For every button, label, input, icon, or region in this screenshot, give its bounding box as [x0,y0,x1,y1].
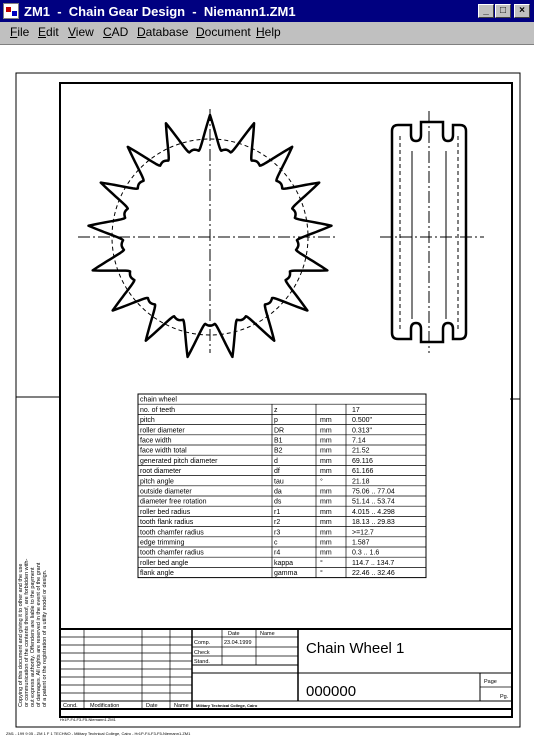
param-name: edge trimming [140,539,185,547]
param-name: no. of teeth [140,406,176,414]
param-value: 17 [352,406,360,414]
param-symbol: c [274,539,278,547]
param-unit: mm [320,508,332,516]
minimize-button[interactable]: _ [478,4,494,18]
menu-bar [0,22,534,42]
param-unit: mm [320,427,332,435]
param-symbol: B1 [274,437,283,445]
sprocket-front-view [78,109,338,357]
param-symbol: da [274,488,282,496]
param-symbol: DR [274,427,285,435]
param-name: tooth chamfer radius [140,529,204,537]
col-name-label: Name [260,631,275,637]
param-symbol: r3 [274,529,281,537]
copyright-notice [18,559,48,707]
menu-cad[interactable]: CAD [103,25,129,39]
copyright-line: Copying of this document and giving it to other and the use [18,563,24,707]
menu-document[interactable]: Document [196,25,251,39]
param-unit: ° [320,559,323,567]
rev-cond-label: Cond. [63,703,78,709]
param-value: 4.015 .. 4.298 [352,508,395,516]
param-symbol: gamma [274,570,298,578]
row-check-label: Check [194,650,210,656]
param-name: flank angle [140,570,174,578]
param-value: 21.18 [352,478,370,486]
param-unit: ° [320,570,323,578]
row-comp-label: Comp. [194,640,211,646]
param-symbol: tau [274,478,284,486]
drawing-title: Chain Wheel 1 [306,640,405,657]
param-name: tooth chamfer radius [140,549,204,557]
footer-path: ZM1 - 199 9 05 - ZM 1 F 1 TECHNO - Military Technical College, Cairo - Hr1P-F4-F3-F5-Niemann1.ZM1 [6,731,191,736]
param-value: 0.313" [352,427,373,435]
param-name: generated pitch diameter [140,457,218,465]
param-unit: mm [320,447,332,455]
param-value: 69.116 [352,457,373,465]
drawing-number: 000000 [306,683,357,700]
table-title: chain wheel [140,396,177,404]
param-unit: mm [320,468,332,476]
param-value: 7.14 [352,437,366,445]
param-unit: mm [320,519,332,527]
rev-date-label: Date [146,703,158,709]
param-unit: ° [320,478,323,486]
row-stand-label: Stand. [194,659,210,665]
menu-view[interactable]: View [68,25,94,39]
title-block [60,629,512,709]
param-name: pitch angle [140,478,174,486]
param-name: roller bed radius [140,508,191,516]
param-unit: mm [320,417,332,425]
param-name: face width total [140,447,187,455]
param-name: roller bed angle [140,559,189,567]
sheet-inner-border [60,83,512,717]
param-name: pitch [140,417,155,425]
parameter-table [138,394,426,578]
title-bar [0,0,534,22]
copyright-line: of a patent or the registration of a utility model or design. [42,569,48,707]
window-title: ZM1 - Chain Gear Design - Niemann1.ZM1 [24,4,296,19]
param-unit: mm [320,437,332,445]
copyright-line: out express authority. Offenders are liable to the payment [30,567,36,707]
rev-mod-label: Modification [90,703,120,709]
pg-label: Pg. [500,694,509,700]
param-symbol: r2 [274,519,281,527]
param-name: outside diameter [140,488,192,496]
copyright-line: of damages. All rights are reserved in the event of the grant [36,562,42,707]
param-value: 0.500" [352,417,373,425]
param-unit: mm [320,498,332,506]
param-name: face width [140,437,172,445]
param-value: 18.13 .. 29.83 [352,519,395,527]
param-symbol: p [274,417,278,425]
param-unit: mm [320,457,332,465]
param-name: tooth flank radius [140,519,194,527]
col-date-label: Date [228,631,240,637]
menu-help[interactable]: Help [256,25,281,39]
param-symbol: kappa [274,559,294,567]
copyright-line: or communication of the contents thereof, are forbidden with- [24,558,30,707]
page-label: Page [484,679,497,685]
small-file-note: Hr1P-F4-F3-F5-Niemann1.ZM1 [60,717,116,722]
sprocket-side-view [380,111,484,353]
menu-edit[interactable]: Edit [38,25,59,39]
drawing-sheet [0,45,534,739]
param-value: 61.166 [352,468,374,476]
app-icon[interactable] [3,3,19,19]
param-value: 22.46 .. 32.46 [352,570,395,578]
company-name: Military Technical College, Cairo [196,703,258,708]
param-unit: mm [320,549,332,557]
comp-date: 23.04.1999 [224,640,252,646]
param-symbol: r1 [274,508,281,516]
param-unit: mm [320,488,332,496]
param-value: 1.587 [352,539,370,547]
rev-name-label: Name [174,703,189,709]
param-name: roller diameter [140,427,185,435]
param-symbol: df [274,468,280,476]
param-symbol: ds [274,498,282,506]
param-unit: mm [320,529,332,537]
param-value: 51.14 .. 53.74 [352,498,395,506]
param-symbol: B2 [274,447,283,455]
param-name: root diameter [140,468,182,476]
param-value: >=12.7 [352,529,374,537]
param-value: 75.06 .. 77.04 [352,488,395,496]
param-value: 0.3 .. 1.6 [352,549,380,557]
param-symbol: z [274,406,278,414]
maximize-button[interactable]: □ [495,4,511,18]
menu-database[interactable]: Database [137,25,189,39]
param-unit: mm [320,539,332,547]
close-button[interactable]: × [514,4,530,18]
param-value: 21.52 [352,447,370,455]
param-symbol: r4 [274,549,281,557]
param-symbol: d [274,457,278,465]
param-name: diameter free rotation [140,498,207,506]
menu-file[interactable]: File [10,25,30,39]
drawing-canvas[interactable] [0,44,534,739]
param-value: 114.7 .. 134.7 [352,559,395,567]
